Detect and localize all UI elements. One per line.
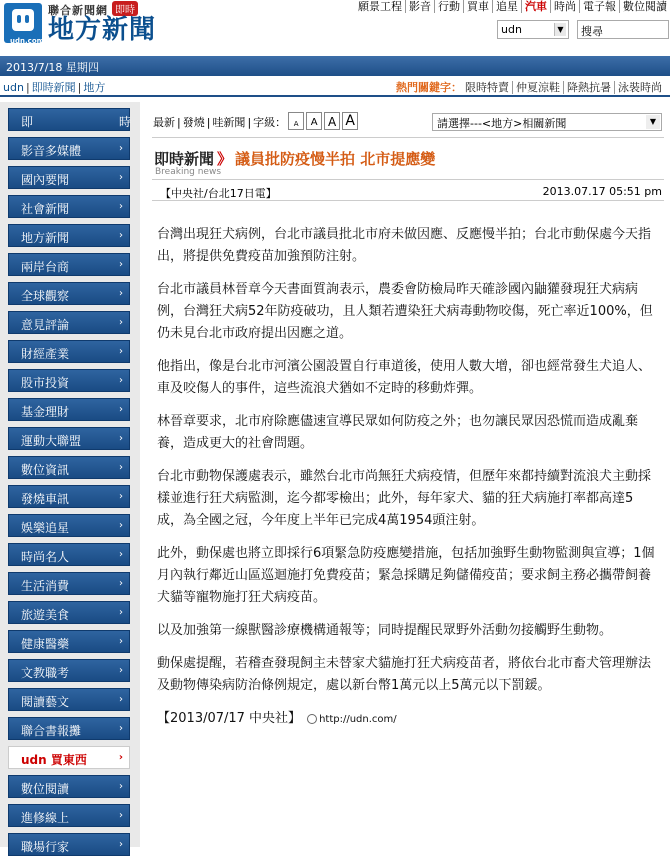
toolbar-separator: | [206,116,211,129]
logo-text: udn.com [10,37,44,45]
sidebar-item-label: 時尚名人 [21,550,70,564]
sidebar-item[interactable] [8,253,130,276]
sidebar-item-label: 股市投資 [21,376,70,390]
font-size-label: 字級： [253,116,287,129]
sidebar-item[interactable] [8,717,130,740]
article-paragraph: 台北市議員林晉章今天書面質詢表示，農委會防檢局昨天確診國內鼬獾發現狂犬病病例，台灣狂犬病52年防疫破功，且人類若遭染狂犬病毒動物咬傷，死亡率近100%，但仍未見台北市政府提出因應之道。 [157,282,653,341]
sidebar-item-label: 基金理財 [21,405,70,419]
sidebar-item-label: 旅遊美食 [21,608,70,622]
sidebar-item[interactable] [8,688,130,711]
hot-keyword[interactable]: 限時特賣 [462,81,513,94]
date-bar: 2013/7/18 星期四 [0,56,670,76]
plug-icon [12,9,34,31]
chevron-right-icon: › [119,810,123,821]
footer-source: 【2013/07/17 中央社】 [157,711,302,726]
chevron-right-icon: › [119,404,123,415]
article-paragraph: 台灣出現狂犬病例，台北市議員批北市府未做因應、反應慢半拍；台北市動保處今天指出，將提供免費疫苗加強預防注射。 [157,227,652,264]
article-paragraph: 此外，動保處也將立即採行6項緊急防疫應變措施，包括加強野生動物監測與宣導；1個月內執行鄰近山區巡迴施打免費疫苗；緊急採購足夠儲備疫苗；要求飼主務必攜帶飼養犬貓等寵物施打狂犬病疫苗。 [157,546,655,605]
chevron-right-icon: › [119,549,123,560]
chevron-right-icon: › [119,607,123,618]
hot-keyword[interactable]: 仲夏涼鞋 [513,81,564,94]
top-link[interactable]: 買車 [464,0,493,13]
hot-keywords [396,79,665,95]
sidebar-item[interactable] [8,137,130,160]
chevron-right-icon: › [119,433,123,444]
sidebar-item[interactable] [8,572,130,595]
sidebar-item[interactable] [8,775,130,798]
chevron-right-icon: › [119,520,123,531]
font-size-button-medium[interactable]: A [324,112,340,130]
chevron-right-icon: › [119,201,123,212]
breadcrumb-separator: | [77,81,82,94]
sidebar [0,102,140,854]
article-source: 【中央社/台北17日電】 [160,187,277,200]
chevron-right-icon: › [119,839,123,850]
sidebar-item-label: 時 [119,115,132,129]
chevron-right-icon: › [118,752,123,763]
top-link[interactable]: 時尚 [551,0,580,13]
sidebar-item-label: 健康醫藥 [21,637,70,651]
toolbar-separator: | [177,116,181,129]
sidebar-item[interactable] [8,224,130,247]
title-arrow: 》 [217,150,233,168]
article-body [157,224,657,742]
site-name: 聯合新聞網 [48,4,108,17]
top-link[interactable]: 追星 [493,0,522,13]
byline [152,179,664,201]
sidebar-item[interactable] [8,543,130,566]
sidebar-item-label: 聯合書報攤 [21,724,82,738]
sidebar-item[interactable] [8,601,130,624]
chevron-right-icon: › [119,317,123,328]
article-footer [157,708,657,731]
chevron-right-icon: › [119,462,123,473]
sidebar-item[interactable] [8,398,130,421]
sidebar-item-label: 即 [21,115,34,129]
article-date: 2013.07.17 05:51 pm [542,185,662,198]
article-paragraph: 台北市動物保護處表示，雖然台北市尚無狂犬病疫情，但歷年來都持續對流浪犬主動採樣並進行狂犬病監測，迄今都零檢出；此外，每年家犬、貓的狂犬病施打率都高達5成，為全國之冠，今年度上半年已完成4萬1954頭注射。 [157,469,652,528]
toolbar-link[interactable]: 哇新聞 [212,116,246,129]
top-link[interactable]: 影音 [406,0,435,13]
top-links [355,0,670,16]
chevron-right-icon: › [119,694,123,705]
top-link[interactable]: 汽車 [522,0,551,13]
sidebar-item-label: 社會新聞 [21,202,70,216]
sidebar-item[interactable] [8,804,130,827]
sidebar-item-label: udn 買東西 [21,753,87,767]
article-paragraph: 林晉章要求，北市府除應儘速宣導民眾如何防疫之外；也勿讓民眾因恐慌而造成亂棄養，造成更大的社會問題。 [157,414,639,451]
sidebar-item-label: 運動大聯盟 [21,434,82,448]
breadcrumb [3,79,105,95]
hot-keyword[interactable]: 降熱抗暑 [564,81,615,94]
sidebar-item-label: 職場行家 [21,840,70,854]
toolbar-separator: | [247,116,252,129]
sidebar-item[interactable] [8,282,130,305]
article-toolbar [153,112,358,130]
breadcrumb-item[interactable]: udn [3,81,24,94]
sidebar-item-breaking[interactable] [8,108,130,131]
chevron-right-icon: › [119,781,123,792]
footer-url[interactable]: http://udn.com/ [319,714,397,725]
section-subtitle: Breaking news [155,167,222,177]
chevron-right-icon: › [119,636,123,647]
sidebar-item-label: 全球觀察 [21,289,70,303]
sidebar-item[interactable] [8,514,130,537]
chevron-right-icon: › [119,288,123,299]
chevron-down-icon: ▼ [554,23,566,36]
font-size-button-small[interactable]: A [306,112,322,130]
section-name[interactable]: 即時新聞 [154,150,215,168]
chevron-right-icon: › [119,723,123,734]
sidebar-item-label: 文教職考 [21,666,70,680]
toolbar-link[interactable]: 發燒 [182,116,205,129]
breadcrumb-separator: | [25,81,30,94]
chevron-right-icon: › [119,491,123,502]
article-title-row [154,148,435,169]
toolbar-link[interactable]: 最新 [153,116,175,129]
top-link[interactable]: 行動 [435,0,464,13]
udn-logo[interactable] [4,3,42,43]
article-paragraph: 動保處提醒，若稽查發現飼主未替家犬貓施打狂犬病疫苗者，將依台北市畜犬管理辦法及動物傳染病防治條例規定，處以新台幣1萬元以上5萬元以下罰鍰。 [157,656,652,693]
chevron-right-icon: › [119,230,123,241]
search-input[interactable]: 搜尋 [577,20,669,39]
divider [152,137,664,138]
font-size-button-large[interactable]: A [342,112,358,130]
sidebar-item-label: 地方新聞 [21,231,70,245]
sidebar-item[interactable] [8,456,130,479]
sidebar-item-label: 數位閱讀 [21,782,70,796]
chevron-right-icon: › [119,259,123,270]
font-size-button-smallest[interactable]: A [288,112,304,130]
article-headline: 議員批防疫慢半拍 北市提應變 [235,150,436,168]
site-badge: 即時 [112,1,138,16]
site-title[interactable]: 地方新聞 [48,15,157,45]
chevron-right-icon: › [119,375,123,386]
search-scope-select[interactable] [497,20,569,39]
article-paragraph: 他指出，像是台北市河濱公園設置自行車道後，使用人數大增，卻也經常發生犬追人、車及咬傷人的事件，這些流浪犬猶如不定時的移動炸彈。 [157,359,652,396]
sidebar-item-label: 財經產業 [21,347,70,361]
sidebar-item[interactable] [8,427,130,450]
top-link[interactable]: 電子報 [580,0,620,13]
related-news-value: 請選擇---<地方>相關新聞 [437,117,567,130]
sidebar-item-label: 國內要聞 [21,173,70,187]
sidebar-item-label: 兩岸台商 [21,260,70,274]
globe-icon [307,714,317,724]
sidebar-item[interactable] [8,659,130,682]
chevron-right-icon: › [119,172,123,183]
sidebar-item-label: 意見評論 [21,318,70,332]
chevron-right-icon: › [119,346,123,357]
sidebar-item-label: 進修線上 [21,811,70,825]
sidebar-item[interactable] [8,485,130,508]
sidebar-item[interactable] [8,166,130,189]
related-news-select[interactable] [432,113,662,131]
breadcrumb-item[interactable]: 地方 [83,81,106,94]
sidebar-item[interactable] [8,311,130,334]
chevron-right-icon: › [119,578,123,589]
sidebar-item-label: 閱讀藝文 [21,695,70,709]
sidebar-item[interactable] [8,340,130,363]
chevron-down-icon: ▼ [646,115,660,129]
divider [0,95,670,97]
chevron-right-icon: › [119,143,123,154]
site-header [0,0,670,50]
sidebar-item[interactable] [8,195,130,218]
sidebar-item-label: 娛樂追星 [21,521,70,535]
hot-keyword[interactable]: 泳裝時尚 [618,81,662,94]
sidebar-item[interactable] [8,833,130,856]
sidebar-item[interactable] [8,746,130,769]
breadcrumb-item[interactable]: 即時新聞 [31,81,76,94]
breadcrumb-row [0,78,670,94]
article-paragraph: 以及加強第一線獸醫診療機構通報等；同時提醒民眾野外活動勿接觸野生動物。 [157,623,613,638]
sidebar-item-label: 生活消費 [21,579,70,593]
sidebar-item-label: 數位資訊 [21,463,70,477]
sidebar-item-label: 影音多媒體 [21,144,82,158]
sidebar-item[interactable] [8,369,130,392]
sidebar-item-label: 發燒車訊 [21,492,70,506]
search-scope-value: udn [501,23,522,36]
hot-keywords-label: 熱門關鍵字： [396,81,462,94]
top-link[interactable]: 願景工程 [355,0,406,13]
sidebar-item[interactable] [8,630,130,653]
top-link[interactable]: 數位閱讀 [623,0,667,13]
chevron-right-icon: › [119,665,123,676]
